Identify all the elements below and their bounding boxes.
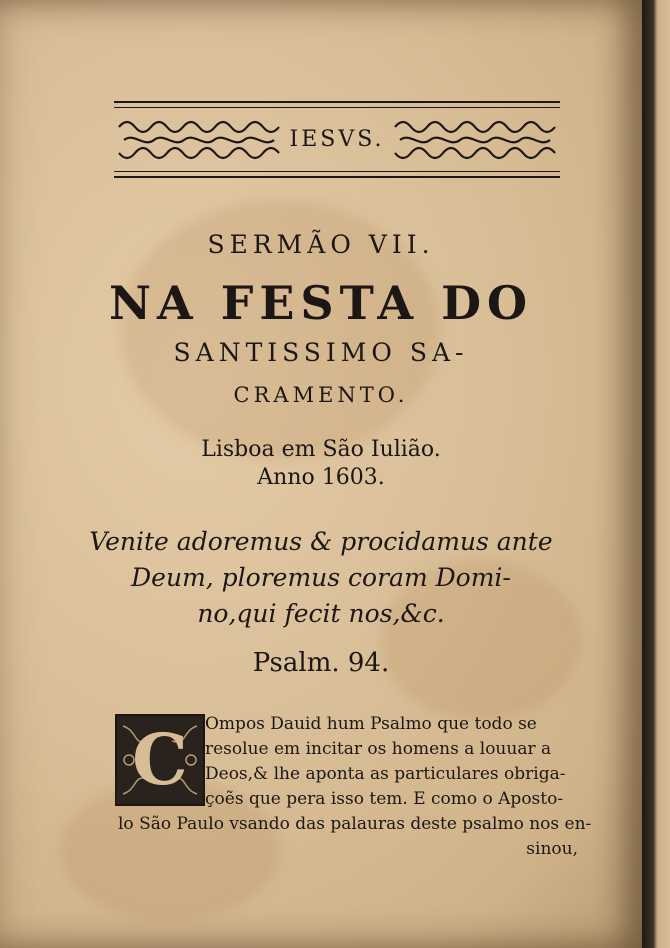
- epigraph: [0, 524, 642, 632]
- body-line: Ompos Dauid hum Psalmo que todo se: [205, 714, 537, 734]
- left-ornament-icon: [114, 115, 284, 165]
- body-text: [205, 712, 577, 812]
- year-line: Anno 1603.: [257, 465, 385, 490]
- body-text-continued: [118, 812, 592, 862]
- epigraph-line1: Venite adoremus & procidamus ante: [89, 527, 553, 556]
- right-ornament-icon: [390, 115, 560, 165]
- place-line: Lisboa em São Iulião.: [201, 437, 441, 462]
- header-ornament-text: IESVS.: [289, 127, 385, 152]
- ornamental-headband: [114, 101, 560, 178]
- sermon-number: SERMÃO VII.: [207, 230, 435, 259]
- body-line: Deos,& lhe aponta as particulares obriga-: [205, 764, 566, 784]
- body-line: lo São Paulo vsando das palauras deste psalmo nos en-: [118, 814, 592, 834]
- epigraph-line3: no,qui fecit nos,&c.: [197, 599, 445, 628]
- body-line: sinou,: [526, 839, 578, 859]
- adjacent-page-edge: [642, 0, 670, 948]
- body-line: çoẽs que pera isso tem. E como o Aposto-: [205, 789, 564, 809]
- sermon-subtitle-line1: SANTISSIMO SA-: [173, 338, 469, 367]
- epigraph-line2: Deum, ploremus coram Domi-: [131, 563, 511, 592]
- sermon-title: NA FESTA DO: [108, 276, 534, 330]
- citation: Psalm. 94.: [252, 648, 390, 678]
- decorated-initial: [115, 714, 205, 806]
- drop-cap-letter: C: [132, 718, 188, 801]
- sermon-subtitle-line2: CRAMENTO.: [233, 383, 409, 407]
- body-line: resolue em incitar os homens a louuar a: [205, 739, 552, 759]
